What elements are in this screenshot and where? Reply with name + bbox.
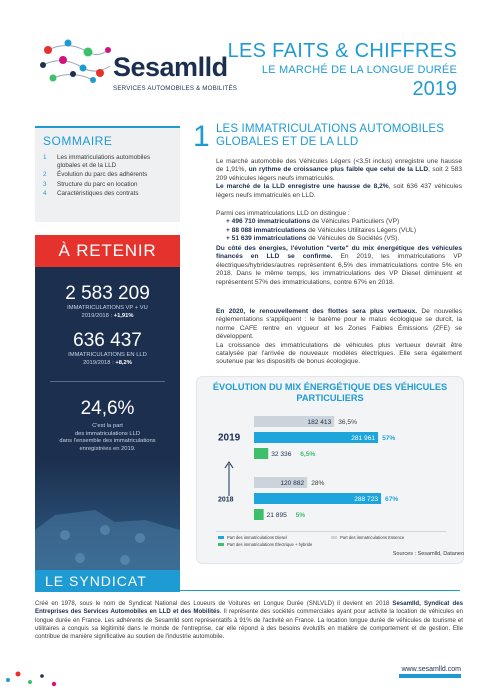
logo-tagline: SERVICES AUTOMOBILES & MOBILITÉS (113, 85, 238, 92)
sommaire-item-number: 2 (43, 171, 47, 178)
bar-value-label: 21 895 (266, 512, 287, 519)
sommaire-item[interactable] (43, 171, 172, 179)
chart-legend (216, 531, 446, 532)
section-title: LES IMMATRICULATIONS AUTOMOBILES GLOBALES ET DE LA LLD (216, 122, 445, 148)
bar-percent-label: 36,5% (338, 419, 357, 426)
bar-percent-label: 57% (382, 435, 396, 442)
stat-value: 636 437 (73, 330, 142, 351)
footer-accent-bar (399, 674, 461, 678)
stat-delta: 2019/2018 : +8,2% (83, 359, 132, 366)
sommaire-item[interactable] (43, 154, 172, 169)
bar-value-label: 288 723 (354, 496, 379, 503)
stat-description: dans l'ensemble des immatriculations (59, 438, 156, 444)
legend-swatch (331, 536, 337, 539)
car-photo-illustration (35, 460, 180, 570)
sommaire-item[interactable] (43, 181, 172, 189)
energy-mix-chart (196, 376, 464, 564)
section-list (216, 210, 462, 244)
bar-électrique-hybride (254, 509, 264, 520)
bar-value-label: 281 961 (351, 435, 376, 442)
bar-percent-label: 28% (311, 480, 325, 487)
list-item: + 88 088 immatriculations de Véhicules Utilitaires Légers (VUL) (226, 226, 417, 234)
section-paragraph: Du côté des énergies, l'évolution "verte" du mix énergétique des véhicules financés en LLD se confirme. En 2019, les immatriculations VP électriques/hybrides/autres représentent 6,5% des immatriculations contre 5% en 2018. Dans le même temps, les immatriculations des VP Diesel diminuent et représentent 57% des immatriculations, contre 67% en 2018. (216, 245, 462, 286)
sommaire-item[interactable] (43, 190, 172, 198)
year-label: 2019 (218, 432, 241, 444)
bar-value-label: 182 413 (307, 419, 332, 426)
logo-name: Sesamlld (113, 52, 228, 82)
year-label: 2018 (218, 496, 234, 504)
stat-delta: 2019/2018 : +1,91% (81, 312, 134, 319)
stat-label: IMMATRICULATIONS EN LLD (68, 352, 147, 358)
sommaire-item-label: Structure du parc en location (57, 180, 138, 188)
sommaire-item-label: Évolution du parc des adhérents (57, 171, 148, 178)
sommaire-item-number: 1 (43, 154, 47, 161)
chart-sources: Sources : Sesamlld, Dataneo (392, 551, 464, 557)
legend-item-electric: Part des immatriculations Électrique + hybride (218, 542, 312, 547)
stat-lld-share (35, 398, 180, 453)
stat-value: 24,6% (80, 398, 135, 419)
key-figures-panel (35, 235, 180, 570)
stat-description: C'est la part (92, 423, 123, 429)
sommaire-item-number: 3 (43, 180, 47, 188)
stat-description: enregistrées en 2019. (79, 445, 136, 452)
stat-registrations-total (35, 283, 180, 320)
section-number: 1 (193, 120, 210, 153)
list-intro: Parmi ces immatriculations LLD on distingue : (216, 210, 350, 217)
stat-value: 2 583 209 (65, 283, 150, 304)
key-figures-title: À RETENIR (35, 235, 180, 267)
sommaire-item-label: Les immatriculations automobiles globales et de la LLD (57, 154, 151, 169)
legend-item-diesel: Part des immatriculations Diesel (218, 535, 287, 540)
chart-title: ÉVOLUTION DU MIX ÉNERGÉTIQUE DES VÉHICULES PARTICULIERS (212, 382, 448, 403)
page-title: LES FAITS & CHIFFRES (227, 40, 457, 62)
section-paragraph: Le marché automobile des Véhicules Légers (<3,5t inclus) enregistre une hausse de 1,91%, un rythme de croissance plus faible que celui de la LLD, soit 2 583 209 véhicules légers neufs immatriculés. Le marché de la LLD enregistre une hausse de 8,2%, soit 636 437 véhicules légers neufs immatriculés en LLD. (216, 158, 462, 199)
divider (180, 590, 460, 591)
page-subtitle: LE MARCHÉ DE LA LONGUE DURÉE (261, 64, 457, 76)
list-item: + 51 639 immatriculations de Véhicules de Sociétés (VS). (226, 235, 400, 243)
legend-swatch (218, 543, 224, 546)
stat-registrations-lld (35, 330, 180, 367)
section-paragraph: En 2020, le renouvellement des flottes sera plus vertueux. De nouvelles réglementations s'appliquent : le barème pour le malus écologique se durcit, la norme CAFE rentre en vigueur et les Zones Faibles Émissions (ZFE) se développent. La croissance des immatriculations de véhicules plus vertueux devrait être catalysée par l'arrivée de nouveaux modèles électriques. Elle sera également soutenue par les dispositifs de bonus écologique. (216, 308, 463, 366)
sommaire-title: SOMMAIRE (43, 134, 113, 148)
sommaire-panel (35, 126, 180, 222)
legend-swatch (218, 536, 224, 539)
bar-percent-label: 5% (295, 512, 306, 519)
footer-dots-decoration (0, 662, 80, 692)
bar-percent-label: 6,5% (300, 451, 316, 458)
sommaire-item-number: 4 (43, 190, 47, 197)
bar-percent-label: 67% (385, 496, 399, 503)
bar-électrique-hybride (254, 448, 268, 459)
legend-item-essence: Part des immatriculations Essence (331, 535, 404, 540)
bar-value-label: 120 882 (280, 480, 305, 487)
sesamlld-logo (38, 30, 238, 98)
website-link[interactable]: www.sesamlld.com (401, 666, 461, 673)
sommaire-item-label: Caractéristiques des contrats (57, 190, 139, 197)
stat-description: des immatriculations LLD (74, 430, 141, 437)
bar-value-label: 32 336 (271, 451, 292, 458)
syndicat-title: LE SYNDICAT (35, 570, 180, 592)
stat-label: IMMATRICULATIONS VP + VU (67, 305, 148, 311)
page-year: 2019 (412, 78, 457, 100)
syndicat-paragraph: Créé en 1978, sous le nom de Syndicat National des Loueurs de Voitures en Longue Durée (SNLVLD) il devient en 2018 Sesamlld, Syndicat des Entreprises des Services Automobiles en LLD et des Mobilités. Il représente des sociétés commerciales ayant pour activité la location de véhicules en longue durée en France. Les adhérents de Sesamlld sont représentatifs à 91% de l'activité en France. La location longue durée de véhicules de tourisme et utilitaires a conquis sa légitimité dans le monde de l'entreprise, car elle répond à des besoins évolutifs en matière de comportement et de gestion. Elle contribue de manière significative au soutien de l'industrie automobile. (35, 600, 463, 641)
list-item: + 496 710 immatriculations de Véhicules Particuliers (VP) (226, 218, 400, 226)
logo-network-icon (38, 30, 113, 90)
